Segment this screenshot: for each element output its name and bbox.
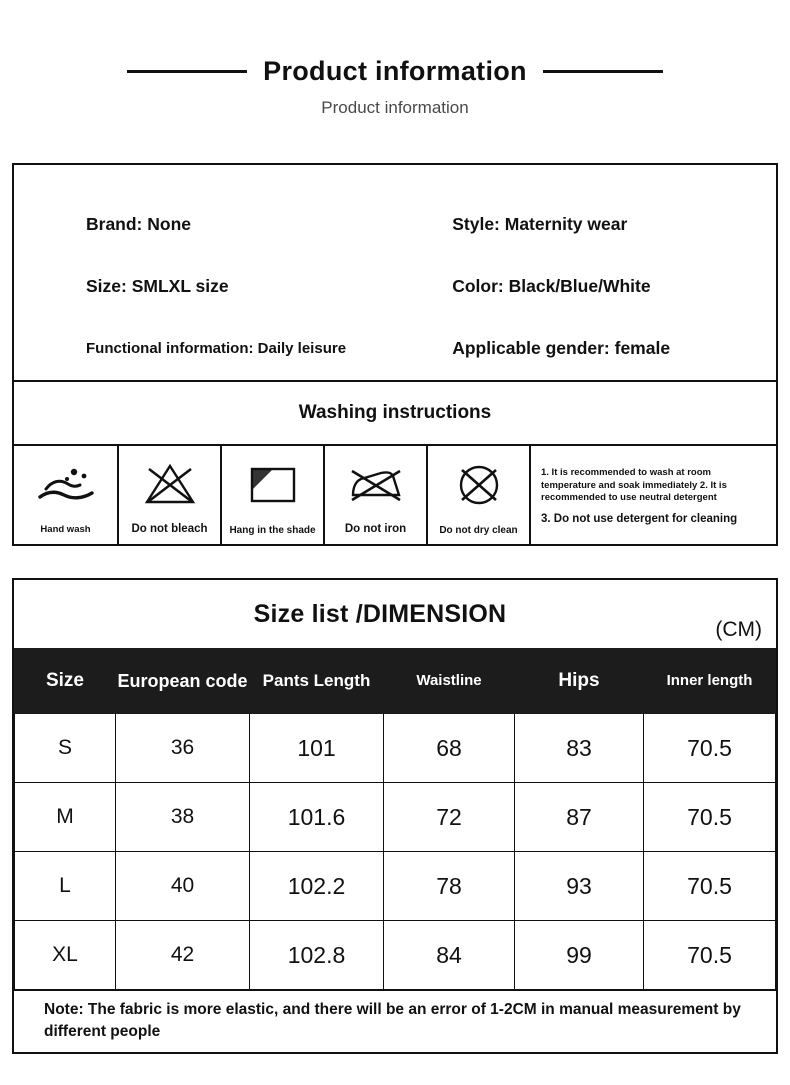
do-not-dry-clean-icon — [454, 446, 504, 525]
size-chart-unit: (CM) — [715, 618, 762, 641]
washing-symbol-do-not-dry-clean — [428, 446, 531, 544]
column-header-european-code: European code — [116, 649, 250, 714]
cell-hips: 99 — [515, 921, 644, 990]
washing-instructions-heading: Washing instructions — [14, 380, 776, 444]
page-subtitle: Product information — [321, 98, 469, 117]
cell-size: M — [15, 783, 116, 852]
washing-symbol-hang-in-shade — [222, 446, 325, 544]
washing-note-line-1: 1. It is recommended to wash at room temperature and soak immediately 2. It is recommended to use neutral detergent — [541, 466, 727, 504]
cell-inner-length: 70.5 — [644, 783, 776, 852]
washing-symbol-caption: Do not iron — [344, 522, 407, 535]
washing-symbol-do-not-bleach — [119, 446, 222, 544]
cell-european-code: 38 — [116, 783, 250, 852]
cell-waistline: 78 — [384, 852, 515, 921]
cell-waistline: 84 — [384, 921, 515, 990]
table-row — [15, 783, 776, 852]
hang-in-shade-icon — [247, 446, 299, 525]
cell-size: S — [15, 714, 116, 783]
cell-pants-length: 102.8 — [250, 921, 384, 990]
do-not-iron-icon — [347, 446, 405, 523]
cell-pants-length: 101 — [250, 714, 384, 783]
attribute-size: Size: SMLXL size — [86, 275, 229, 296]
cell-european-code: 36 — [116, 714, 250, 783]
cell-hips: 93 — [515, 852, 644, 921]
cell-inner-length: 70.5 — [644, 714, 776, 783]
table-header-row — [15, 649, 776, 714]
attribute-applicable-gender: Applicable gender: female — [452, 338, 671, 359]
washing-symbol-caption: Hang in the shade — [229, 524, 316, 536]
cell-pants-length: 101.6 — [250, 783, 384, 852]
cell-pants-length: 102.2 — [250, 852, 384, 921]
hand-wash-icon — [34, 446, 98, 525]
size-chart-table — [14, 648, 776, 990]
table-row — [15, 714, 776, 783]
page-title: Product information — [263, 55, 527, 86]
washing-symbol-caption: Do not bleach — [131, 522, 208, 535]
column-header-inner-length: Inner length — [644, 649, 776, 714]
table-row — [15, 852, 776, 921]
table-row — [15, 921, 776, 990]
cell-inner-length: 70.5 — [644, 921, 776, 990]
washing-note — [531, 446, 776, 544]
attribute-functional-information: Functional information: Daily leisure — [86, 340, 347, 358]
cell-european-code: 42 — [116, 921, 250, 990]
cell-waistline: 72 — [384, 783, 515, 852]
column-header-waistline: Waistline — [384, 649, 515, 714]
header-rule-right — [543, 70, 663, 73]
cell-hips: 87 — [515, 783, 644, 852]
do-not-bleach-icon — [143, 446, 197, 523]
column-header-pants-length: Pants Length — [250, 649, 384, 714]
column-header-hips: Hips — [515, 649, 644, 714]
washing-symbol-caption: Hand wash — [40, 524, 91, 536]
cell-size: L — [15, 852, 116, 921]
washing-symbol-caption: Do not dry clean — [439, 524, 518, 536]
size-chart-title-row — [14, 580, 776, 648]
attribute-color: Color: Black/Blue/White — [452, 275, 651, 296]
washing-symbols-row — [14, 444, 776, 544]
column-header-size: Size — [15, 649, 116, 714]
product-info-panel — [12, 163, 778, 546]
header-rule-left — [127, 70, 247, 73]
cell-european-code: 40 — [116, 852, 250, 921]
product-attributes-grid — [14, 165, 776, 380]
page-header — [0, 48, 790, 94]
washing-symbol-do-not-iron — [325, 446, 428, 544]
cell-waistline: 68 — [384, 714, 515, 783]
attribute-brand: Brand: None — [86, 213, 191, 234]
cell-size: XL — [15, 921, 116, 990]
size-chart-panel — [12, 578, 778, 1054]
attribute-style: Style: Maternity wear — [452, 213, 628, 234]
washing-symbol-hand-wash — [14, 446, 119, 544]
size-chart-note: Note: The fabric is more elastic, and there will be an error of 1-2CM in manual measurement by different people — [14, 990, 776, 1052]
size-chart-title: Size list /DIMENSION — [253, 599, 507, 628]
cell-inner-length: 70.5 — [644, 852, 776, 921]
cell-hips: 83 — [515, 714, 644, 783]
washing-note-line-2: 3. Do not use detergent for cleaning — [541, 513, 738, 526]
